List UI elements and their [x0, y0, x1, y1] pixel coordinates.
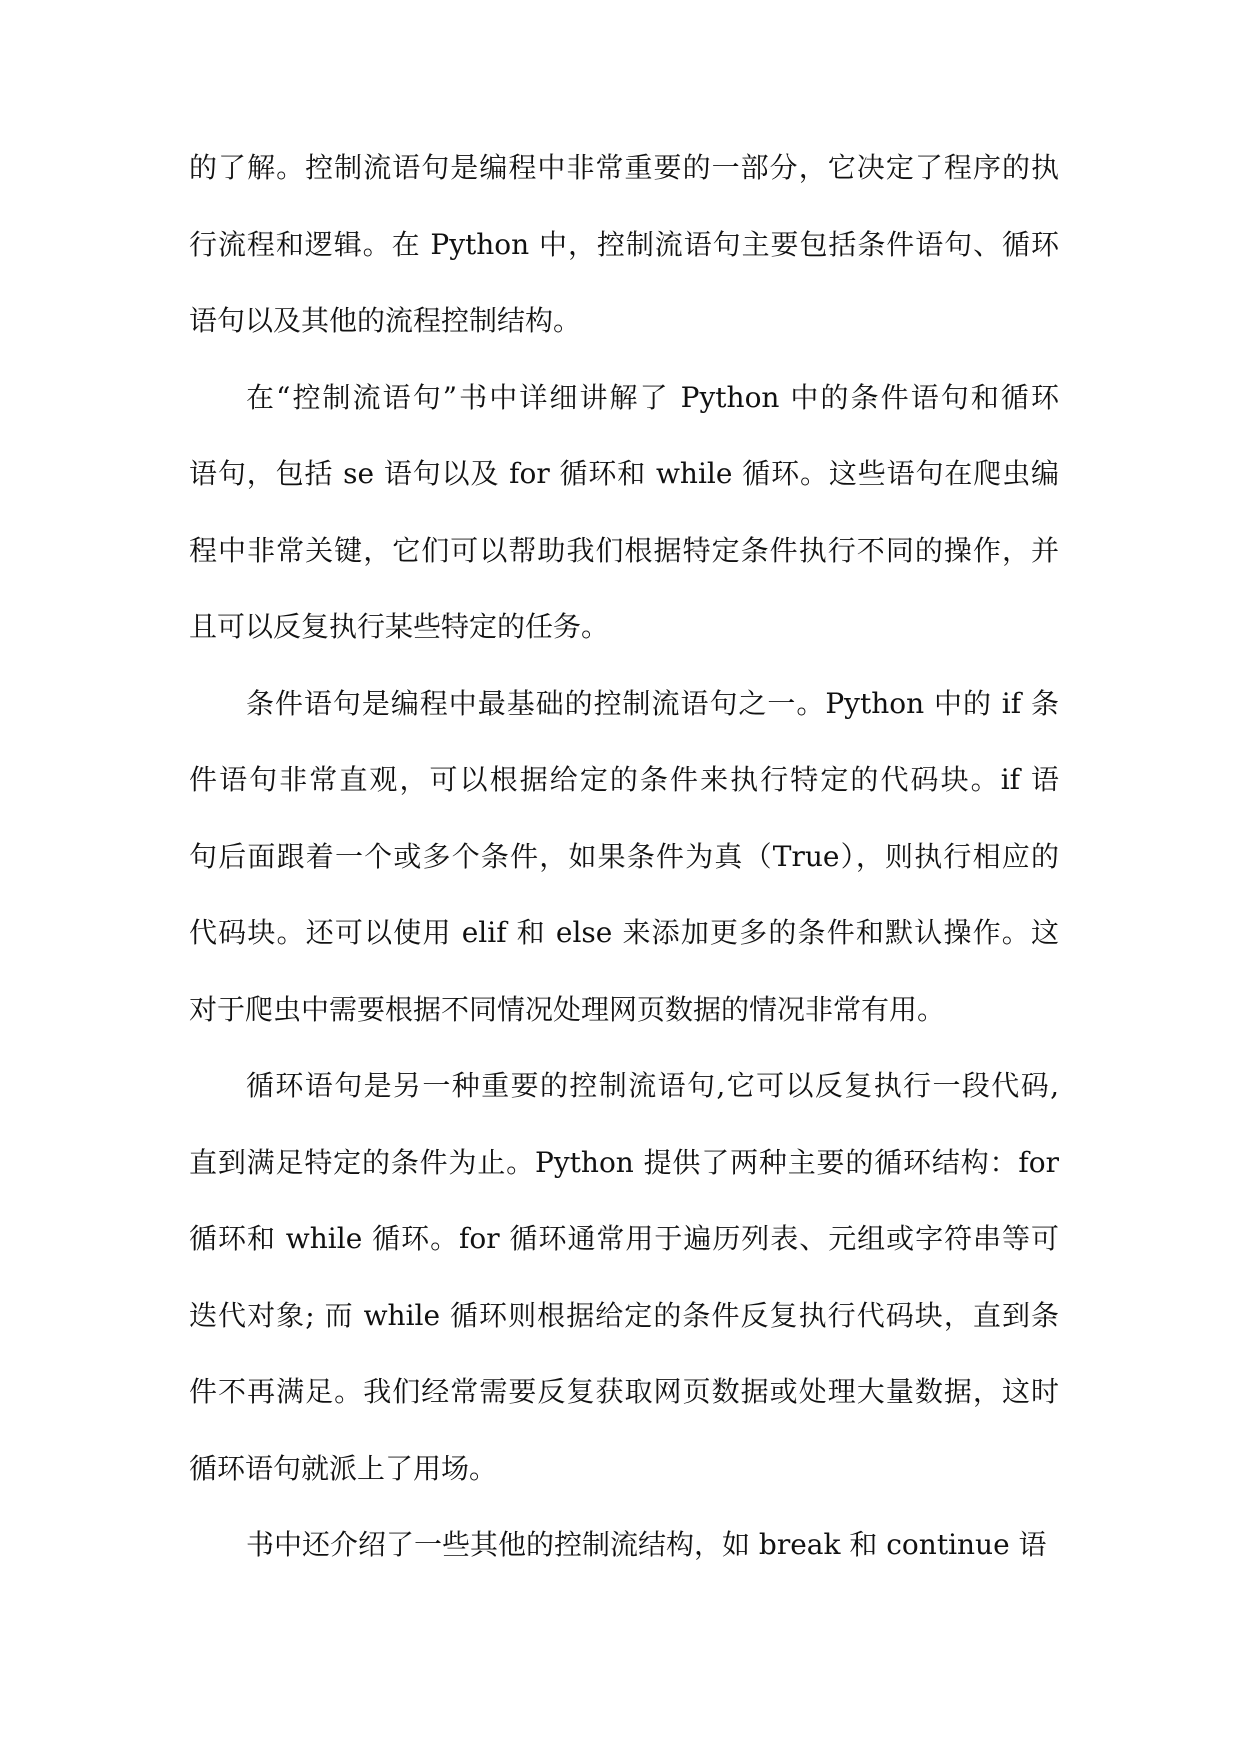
paragraph-4-line-3: 循环和 while 循环。for 循环通常用于遍历列表、元组或字符串等可 [189, 1222, 1059, 1255]
paragraph-4-line-2: 直到满足特定的条件为止。Python 提供了两种主要的循环结构：for [189, 1145, 1059, 1179]
paragraph-3-line-5: 对于爬虫中需要根据不同情况处理网页数据的情况非常有用。 [189, 992, 946, 1026]
paragraph-2-line-1: 在“控制流语句”书中详细讲解了 Python 中的条件语句和循环 [246, 380, 1059, 414]
paragraph-1-line-2: 行流程和逻辑。在 Python 中，控制流语句主要包括条件语句、循环 [189, 227, 1059, 261]
paragraph-3-line-3: 句后面跟着一个或多个条件，如果条件为真（True），则执行相应的 [189, 839, 1059, 873]
paragraph-4-line-1: 循环语句是另一种重要的控制流语句,它可以反复执行一段代码, [246, 1069, 1059, 1102]
paragraph-2-line-2: 语句，包括 se 语句以及 for 循环和 while 循环。这些语句在爬虫编 [189, 457, 1059, 490]
paragraph-4-line-6: 循环语句就派上了用场。 [189, 1451, 498, 1485]
paragraph-2-line-3: 程中非常关键，它们可以帮助我们根据特定条件执行不同的操作，并 [189, 533, 1059, 567]
paragraph-3-line-1: 条件语句是编程中最基础的控制流语句之一。Python 中的 if 条 [246, 686, 1059, 720]
body-text [189, 130, 1059, 1584]
paragraph-3-line-4: 代码块。还可以使用 elif 和 else 来添加更多的条件和默认操作。这 [189, 916, 1059, 949]
paragraph-4-line-5: 件不再满足。我们经常需要反复获取网页数据或处理大量数据，这时 [189, 1375, 1059, 1408]
paragraph-1-line-1: 的了解。控制流语句是编程中非常重要的一部分，它决定了程序的执 [189, 151, 1059, 184]
paragraph-1-line-3: 语句以及其他的流程控制结构。 [189, 304, 582, 337]
paragraph-2-line-4: 且可以反复执行某些特定的任务。 [189, 610, 610, 643]
paragraph-5-line-1: 书中还介绍了一些其他的控制流结构，如 break 和 continue 语 [246, 1528, 1047, 1561]
paragraph-3-line-2: 件语句非常直观，可以根据给定的条件来执行特定的代码块。if 语 [189, 763, 1059, 796]
paragraph-4-line-4: 迭代对象; 而 while 循环则根据给定的条件反复执行代码块，直到条 [189, 1298, 1059, 1332]
